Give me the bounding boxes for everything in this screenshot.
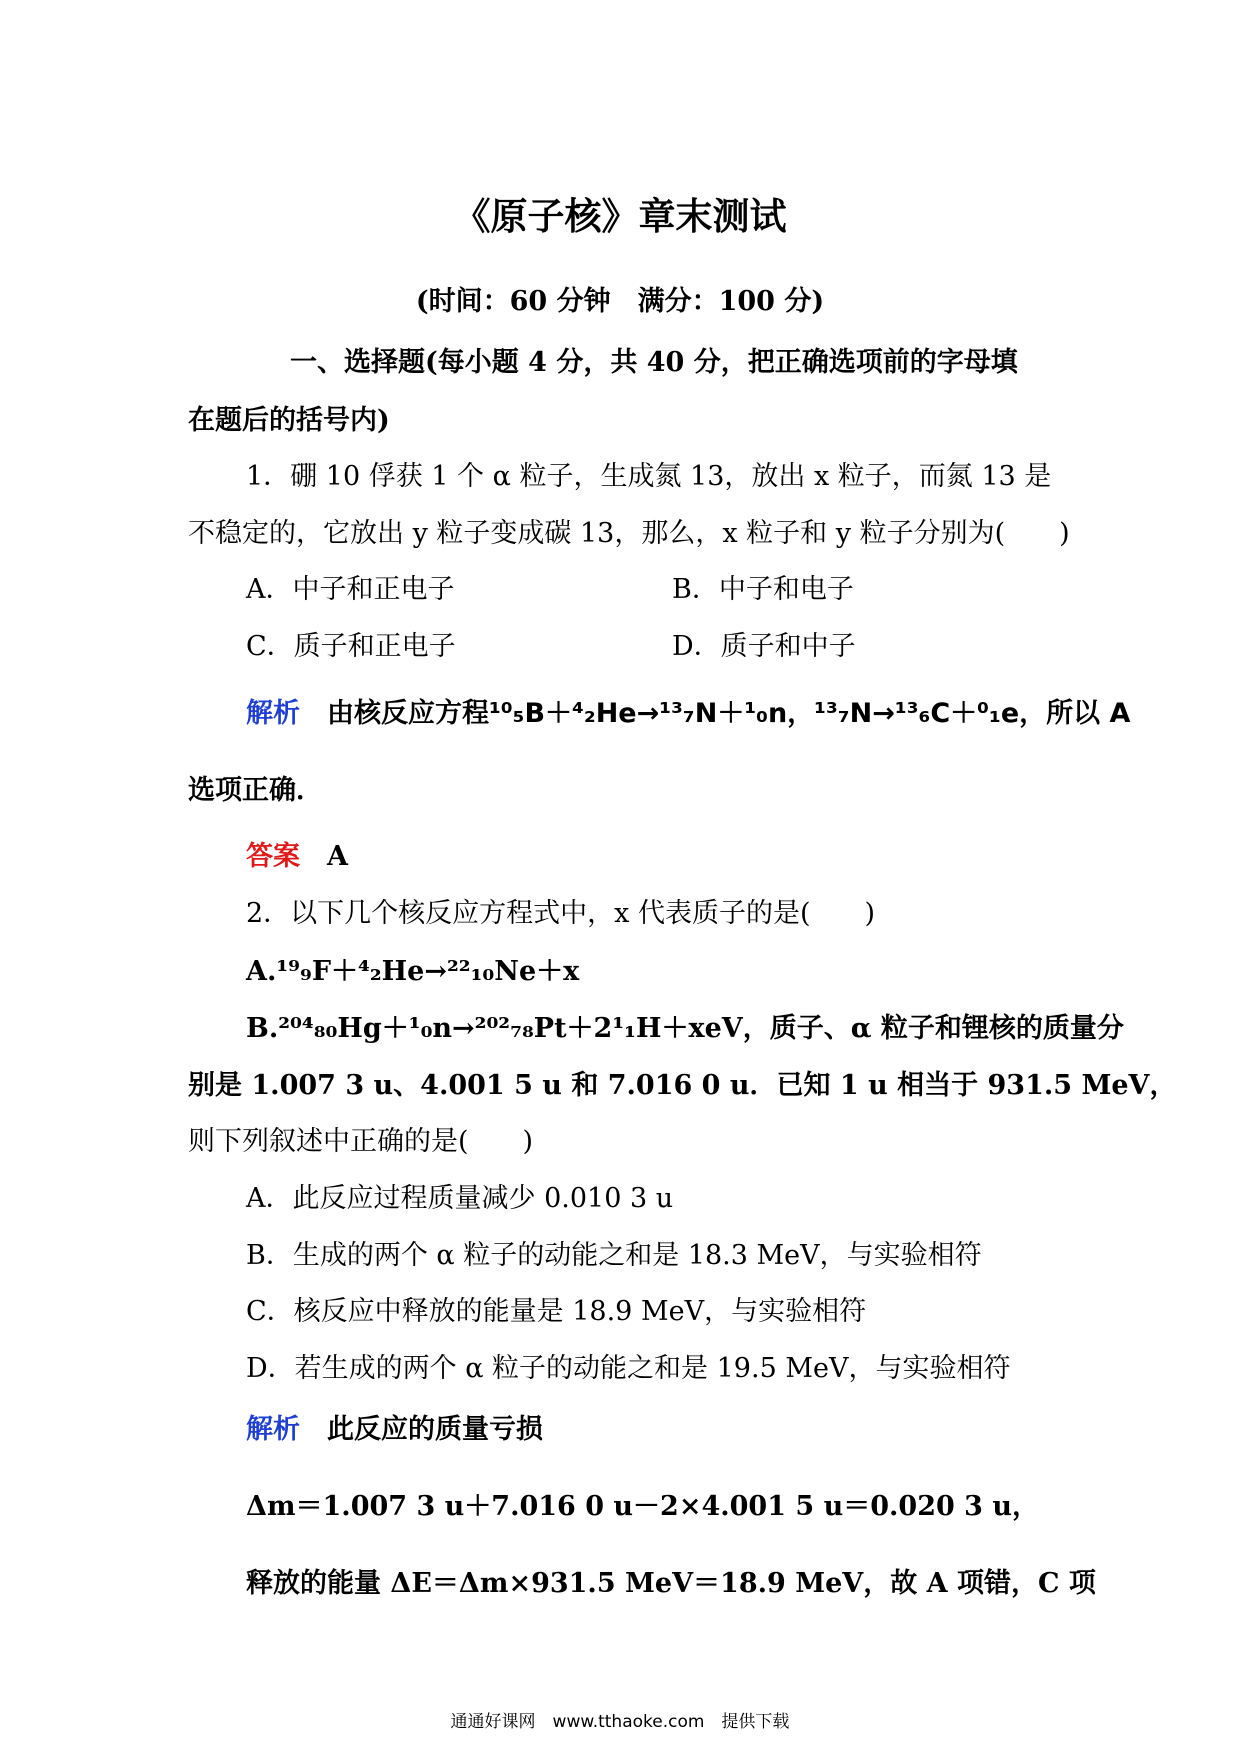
- q2-choice-c: C．核反应中释放的能量是 18.9 MeV，与实验相符: [246, 1296, 867, 1327]
- q2-formula2: 释放的能量 ΔE＝Δm×931.5 MeV＝18.9 MeV，故 A 项错，C 项: [246, 1568, 1096, 1599]
- q1-stem-line2: 不稳定的，它放出 y 粒子变成碳 13，那么，x 粒子和 y 粒子分别为( ): [188, 518, 1070, 549]
- q1-option-d: D．质子和中子: [672, 631, 856, 662]
- q1-analysis-text2: 选项正确．: [188, 775, 323, 806]
- q2-analysis: [246, 1413, 543, 1447]
- q2-formula1: Δm＝1.007 3 u＋7.016 0 u－2×4.001 5 u＝0.020 3 u，: [246, 1491, 1039, 1522]
- q2-option-a: A.¹⁹₉F＋⁴₂He→²²₁₀Ne＋x: [246, 956, 580, 987]
- q1-analysis-text: 由核反应方程¹⁰₅B＋⁴₂He→¹³₇N＋¹₀n，¹³₇N→¹³₆C＋⁰₁e，所以 A: [327, 698, 1131, 729]
- q2-stem: 2．以下几个核反应方程式中，x 代表质子的是( ): [246, 898, 876, 929]
- q1-analysis: [246, 697, 1130, 731]
- section-heading-line1: 一、选择题(每小题 4 分，共 40 分，把正确选项前的字母填: [290, 347, 1018, 378]
- q2-analysis-label: 解析: [246, 1414, 300, 1445]
- page-subtitle: (时间：60 分钟 满分：100 分): [415, 286, 825, 317]
- q1-answer-value: A: [327, 841, 348, 872]
- q1-option-c: C．质子和正电子: [246, 631, 456, 662]
- section-heading-line2: 在题后的括号内): [188, 405, 390, 436]
- q2-option-b-line3: 则下列叙述中正确的是( ): [188, 1126, 534, 1157]
- q1-answer: [246, 840, 348, 874]
- q1-answer-label: 答案: [246, 841, 300, 872]
- q2-analysis-text: 此反应的质量亏损: [327, 1414, 543, 1445]
- q2-option-b-line1: B.²⁰⁴₈₀Hg＋¹₀n→²⁰²₇₈Pt＋2¹₁H＋xeV，质子、α 粒子和锂核的质量分: [246, 1013, 1124, 1044]
- q2-choice-d: D．若生成的两个 α 粒子的动能之和是 19.5 MeV，与实验相符: [246, 1353, 1011, 1384]
- q1-option-b: B．中子和电子: [672, 574, 854, 605]
- page-footer: 通通好课网 www.tthaoke.com 提供下载: [450, 1712, 790, 1732]
- q2-choice-a: A．此反应过程质量减少 0.010 3 u: [246, 1183, 674, 1214]
- page-title: 《原子核》章末测试: [453, 195, 787, 238]
- q2-choice-b: B．生成的两个 α 粒子的动能之和是 18.3 MeV，与实验相符: [246, 1240, 982, 1271]
- q2-option-b-line2: 别是 1.007 3 u、4.001 5 u 和 7.016 0 u．已知 1 u 相当于 931.5 MeV，: [188, 1070, 1177, 1101]
- q1-analysis-label: 解析: [246, 698, 300, 729]
- q1-option-a: A．中子和正电子: [246, 574, 455, 605]
- q1-stem-line1: 1．硼 10 俘获 1 个 α 粒子，生成氮 13，放出 x 粒子，而氮 13 是: [246, 461, 1052, 492]
